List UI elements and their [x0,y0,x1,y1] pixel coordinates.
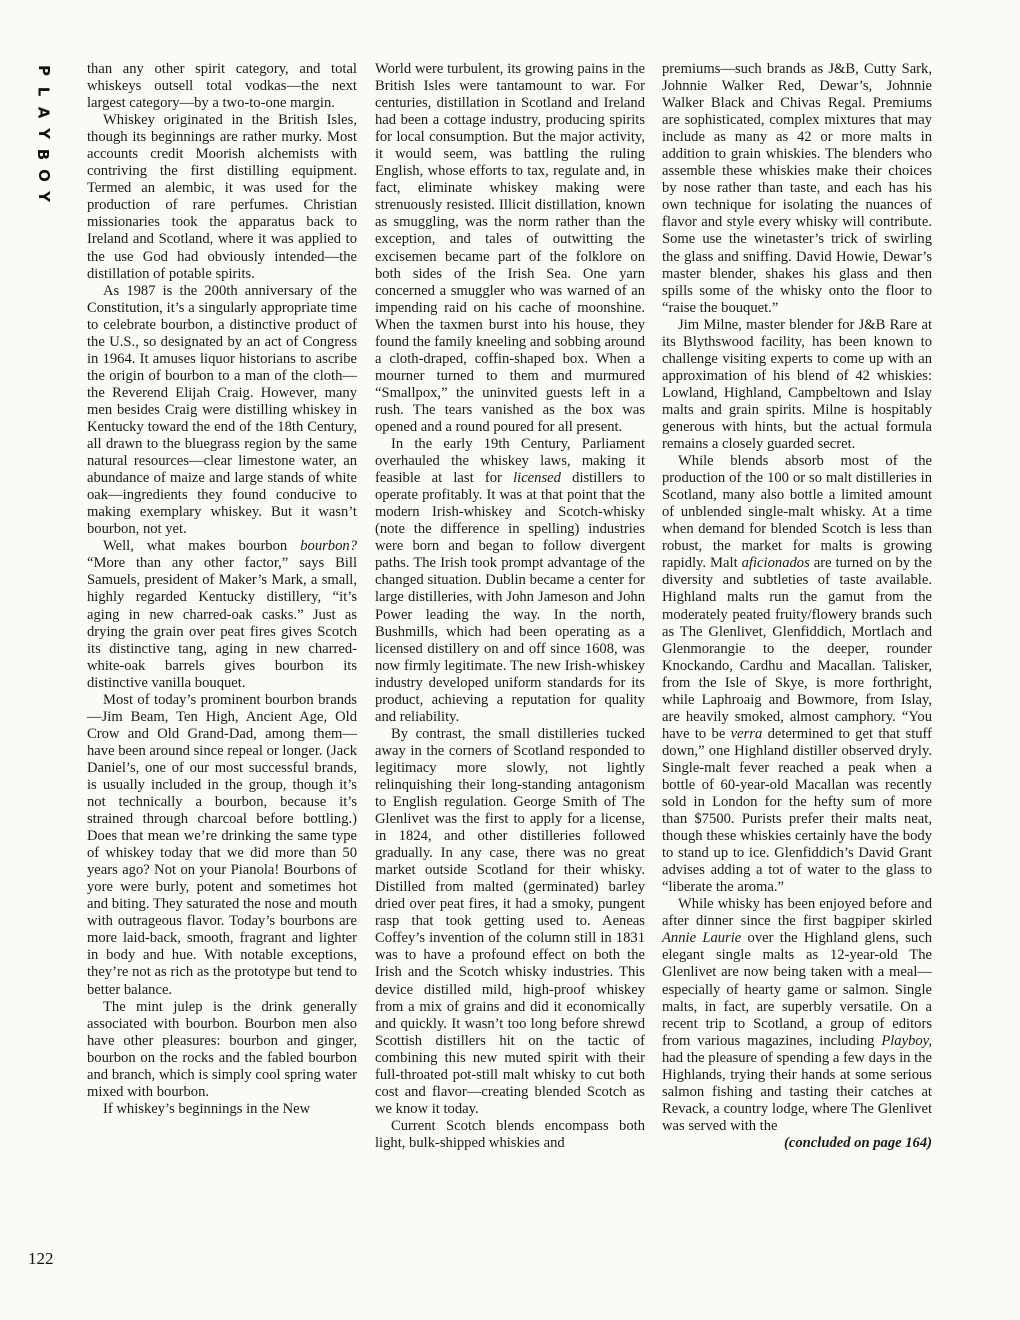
article-paragraph: In the early 19th Century, Parliament overhauled the whiskey laws, making it feasible at last for licensed distillers to operate profitably. It was at that point that the modern Irish-whiskey and Scotch-whisky (note the difference in spelling) industries were born and began to follow divergent paths. The Irish took prompt advantage of the changed situation. Dublin became a center for large distilleries, with John Jameson and John Power leading the way. In the north, Bushmills, which had been operating as a licensed distillery on and off since 1608, was now firmly legitimate. The new Irish-whiskey industry developed uniform standards for its product, achieving a reputation for quality and reliability. [375,436,645,725]
masthead-letter: O [34,169,53,182]
continuation-note: (concluded on page 164) [784,1134,932,1151]
article-paragraph: Current Scotch blends encompass both light, bulk-shipped whiskies and [375,1117,645,1151]
masthead-letter: L [34,86,53,97]
article-paragraph: than any other spirit category, and total whiskeys outsell total vodkas—the next largest category—by a two-to-one margin. [87,61,357,112]
magazine-masthead [30,60,56,207]
article-paragraph: While blends absorb most of the production of the 100 or so malt distilleries in Scotland, many also bottle a limited amount of unblended single-malt whisky. At a time when demand for blended Scotch is less than robust, the market for malts is growing rapidly. Malt aficionados are turned on by the diversity and subtleties of taste available. Highland malts run the gamut from the moderately peated fruity/flowery brands such as The Glenlivet, Glenfiddich, Mortlach and Glenmorangie to the deeper, rounder Knockando, Cardhu and Macallan. Talisker, from the Isle of Skye, is more forthright, while Laphroaig and Bowmore, from Islay, are heavily smoked, almost camphory. “You have to be verra determined to get that stuff down,” one Highland distiller observed dryly. Single-malt fever reached a peak when a bottle of 60-year-old Macallan was recently sold in London for the hefty sum of more than $7500. Purists prefer their malts neat, though these whiskies certainly have the body to stand up to ice. Glenfiddich’s David Grant advises adding a tot of water to the glass to “liberate the aroma.” [662,453,933,896]
article-paragraph: Whiskey originated in the British Isles, though its beginnings are rather murky. Most accounts credit Moorish alchemists with contriving the first distilling equipment. Termed an alembic, it was used for the production of rare perfumes. Christian missionaries took the apparatus back to Ireland and Scotland, where it was applied to the use God had obviously intended—the distillation of potable spirits. [87,112,357,282]
article-column-3 [662,61,932,1152]
page-number: 122 [28,1249,54,1268]
article-paragraph: Jim Milne, master blender for J&B Rare at its Blythswood facility, has been known to challenge visiting experts to come up with an approximation of his blend of 42 whiskies: Lowland, Highland, Campbeltown and Islay malts and grain spirits. Milne is hospitably generous with hints, but the actual formula remains a closely guarded secret. [662,316,932,453]
article-column-2 [375,61,645,1152]
masthead-letter: A [34,106,53,119]
article-paragraph: World were turbulent, its growing pains in the British Isles were tantamount to war. For centuries, distillation in Scotland and Ireland had been a cottage industry, producing spirits for local consumption. But the major activity, it would seem, was battling the ruling English, whose efforts to tax, regulate and, in fact, eliminate whiskey making were strenuously resisted. Illicit distillation, known as smuggling, was the norm rather than the exception, and tales of outwitting the excisemen became part of the folklore on both sides of the Irish Sea. One yarn concerned a smuggler who was warned of an impending raid on his cache of moonshine. When the taxmen burst into his house, they found the family kneeling and sobbing around a cloth-draped, coffin-shaped box. When a mourner turned to them and murmured “Smallpox,” the uninvited guests left in a rush. The tears vanished as the box was opened and a round poured for all present. [375,61,645,435]
article-paragraph: Most of today’s prominent bourbon brands—Jim Beam, Ten High, Ancient Age, Old Crow and Old Grand-Dad, among them—have been around since repeal or longer. (Jack Daniel’s, one of our most successful brands, is usually included in the group, though it’s not technically a bourbon, because it’s strained through charcoal before bottling.) Does that mean we’re drinking the same type of whiskey today that we did more than 50 years ago? Not on your Pianola! Bourbons of yore were burly, potent and sometimes hot and biting. They saturated the nose and mouth with outrageous flavor. Today’s bourbons are more laid-back, smooth, fragrant and lighter in body and hue. With notable exceptions, they’re not as rich as the prototype but tend to better balance. [87,691,357,998]
article-paragraph: If whiskey’s beginnings in the New [103,1100,311,1117]
masthead-letter: Y [34,191,53,202]
article-paragraph: The mint julep is the drink generally associated with bourbon. Bourbon men also have other pleasures: bourbon and ginger, bourbon on the rocks and the fabled bourbon and branch, which is simply cool spring water mixed with bourbon. [87,998,357,1100]
article-paragraph: By contrast, the small distilleries tucked away in the corners of Scotland responded to legitimacy more slowly, not lightly relinquishing their long-standing antagonism to English regulation. George Smith of The Glenlivet was the first to apply for a license, in 1824, and other distilleries followed gradually. In any case, there was no great market outside Scotland for their whisky. Distilled from malted (germinated) barley dried over peat fires, it had a smoky, pungent rasp that took getting used to. Aeneas Coffey’s invention of the column still in 1831 was to have a profound effect on both the Irish and the Scotch whisky industries. This device distilled mild, high-proof whiskey from a mix of grains and did it economically and quickly. It wasn’t too long before shrewd Scottish distillers hit on the tactic of combining this new muted spirit with their full-throated pot-still malt whisky to cut both cost and flavor—creating blended Scotch as we know it today. [375,725,645,1117]
masthead-letter: B [34,148,53,161]
article-paragraph: As 1987 is the 200th anniversary of the Constitution, it’s a singularly appropriate time to celebrate bourbon, a distinctive product of the U.S., so designated by an act of Congress in 1964. It amuses liquor historians to ascribe the origin of bourbon to a man of the cloth—the Reverend Elijah Craig. However, many men besides Craig were distilling whiskey in Kentucky toward the end of the 18th Century, all drawn to the bluegrass region by the same natural resources—clear limestone water, an abundance of maize and large stands of white oak—ingredients they found conducive to making exemplary whiskey. But it wasn’t bourbon, not yet. [87,282,357,538]
masthead-letter: P [34,65,53,76]
article-paragraph: While whisky has been enjoyed before and after dinner since the first bagpiper skirled Annie Laurie over the Highland glens, such elegant single malts as 12-year-old The Glenlivet are now being taken with a meal—especially of hearty game or salmon. Single malts, in fact, are superbly versatile. On a recent trip to Scotland, a group of editors from various magazines, including Playboy, had the pleasure of spending a few days in the Highlands, trying their hands at some serious salmon fishing and tasting their catches at Revack, a country lodge, where The Glenlivet was served with the [662,896,932,1134]
article-column-1 [87,61,357,1118]
article-paragraph: Well, what makes bourbon bourbon? “More than any other factor,” says Bill Samuels, president of Maker’s Mark, a small, highly regarded Kentucky distillery, “it’s aging in new charred-oak casks.” Just as drying the grain over peat fires gives Scotch its distinctive tang, aging in new charred-white-oak barrels gives bourbon its distinctive vanilla bouquet. [87,538,357,691]
masthead-letter: Y [34,128,53,139]
article-paragraph: premiums—such brands as J&B, Cutty Sark, Johnnie Walker Red, Dewar’s, Johnnie Walker Black and Chivas Regal. Premiums are sophisticated, complex mixtures that may include as many as 42 or more malts in addition to grain whiskies. The blenders who assemble these whiskies make their choices by nose rather than taste, and each has his own technique for isolating the nuances of flavor and style every whisky will contribute. Some use the winetaster’s trick of swirling the glass and sniffing. David Howie, Dewar’s master blender, shakes his glass and then spills some of the whisky onto the floor to “raise the bouquet.” [662,61,932,316]
